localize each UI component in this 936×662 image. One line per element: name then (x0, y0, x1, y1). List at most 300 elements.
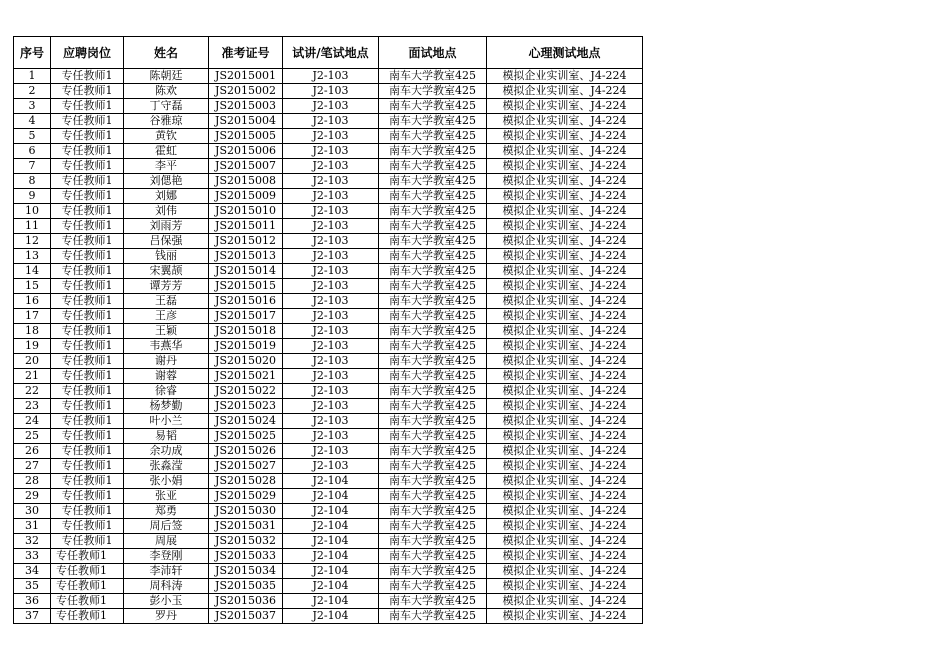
cell-exam-no[interactable]: JS2015029 (209, 489, 283, 504)
table-row (14, 369, 643, 384)
cell-name[interactable]: 霍虹 (124, 144, 209, 159)
cell-index[interactable]: 10 (14, 204, 51, 219)
cell-exam-no[interactable]: JS2015034 (209, 564, 283, 579)
cell-exam-no[interactable]: JS2015007 (209, 159, 283, 174)
cell-interview-room[interactable]: 南车大学教室425 (379, 444, 487, 459)
cell-exam-no[interactable]: JS2015035 (209, 579, 283, 594)
cell-name[interactable]: 刘雨芳 (124, 219, 209, 234)
cell-written-room[interactable]: J2-103 (283, 339, 379, 354)
table-row (14, 84, 643, 99)
cell-written-room[interactable]: J2-104 (283, 504, 379, 519)
cell-written-room[interactable]: J2-104 (283, 579, 379, 594)
cell-position[interactable]: 专任教师1 (51, 189, 124, 204)
cell-exam-no[interactable]: JS2015033 (209, 549, 283, 564)
cell-interview-room[interactable]: 南车大学教室425 (379, 354, 487, 369)
table-row (14, 474, 643, 489)
cell-exam-no[interactable]: JS2015027 (209, 459, 283, 474)
cell-exam-no[interactable]: JS2015012 (209, 234, 283, 249)
cell-psych-room[interactable]: 模拟企业实训室、J4-224 (487, 579, 643, 594)
cell-written-room[interactable]: J2-104 (283, 564, 379, 579)
cell-written-room[interactable]: J2-103 (283, 384, 379, 399)
cell-exam-no[interactable]: JS2015036 (209, 594, 283, 609)
cell-interview-room[interactable]: 南车大学教室425 (379, 279, 487, 294)
cell-interview-room[interactable]: 南车大学教室425 (379, 474, 487, 489)
cell-position[interactable]: 专任教师1 (51, 564, 124, 579)
cell-position[interactable]: 专任教师1 (51, 369, 124, 384)
cell-psych-room[interactable]: 模拟企业实训室、J4-224 (487, 384, 643, 399)
table-row (14, 594, 643, 609)
cell-index[interactable]: 15 (14, 279, 51, 294)
cell-name[interactable]: 李沛轩 (124, 564, 209, 579)
cell-psych-room[interactable]: 模拟企业实训室、J4-224 (487, 189, 643, 204)
cell-exam-no[interactable]: JS2015028 (209, 474, 283, 489)
cell-psych-room[interactable]: 模拟企业实训室、J4-224 (487, 519, 643, 534)
cell-position[interactable]: 专任教师1 (51, 114, 124, 129)
cell-index[interactable]: 18 (14, 324, 51, 339)
cell-index[interactable]: 33 (14, 549, 51, 564)
cell-interview-room[interactable]: 南车大学教室425 (379, 114, 487, 129)
cell-written-room[interactable]: J2-103 (283, 354, 379, 369)
cell-interview-room[interactable]: 南车大学教室425 (379, 144, 487, 159)
cell-index[interactable]: 32 (14, 534, 51, 549)
table-row (14, 114, 643, 129)
cell-position[interactable]: 专任教师1 (51, 579, 124, 594)
cell-psych-room[interactable]: 模拟企业实训室、J4-224 (487, 309, 643, 324)
table-row (14, 459, 643, 474)
cell-index[interactable]: 29 (14, 489, 51, 504)
cell-position[interactable]: 专任教师1 (51, 84, 124, 99)
table-row (14, 504, 643, 519)
cell-psych-room[interactable]: 模拟企业实训室、J4-224 (487, 204, 643, 219)
cell-position[interactable]: 专任教师1 (51, 294, 124, 309)
cell-psych-room[interactable]: 模拟企业实训室、J4-224 (487, 549, 643, 564)
cell-name[interactable]: 王颖 (124, 324, 209, 339)
cell-index[interactable]: 22 (14, 384, 51, 399)
cell-exam-no[interactable]: JS2015019 (209, 339, 283, 354)
table-row (14, 249, 643, 264)
cell-name[interactable]: 彭小玉 (124, 594, 209, 609)
cell-psych-room[interactable]: 模拟企业实训室、J4-224 (487, 489, 643, 504)
cell-exam-no[interactable]: JS2015013 (209, 249, 283, 264)
cell-name[interactable]: 叶小兰 (124, 414, 209, 429)
table-row (14, 69, 643, 84)
cell-name[interactable]: 吕保强 (124, 234, 209, 249)
cell-name[interactable]: 张淼滢 (124, 459, 209, 474)
table-row (14, 264, 643, 279)
cell-index[interactable]: 25 (14, 429, 51, 444)
cell-name[interactable]: 谷雅琼 (124, 114, 209, 129)
cell-interview-room[interactable]: 南车大学教室425 (379, 549, 487, 564)
cell-interview-room[interactable]: 南车大学教室425 (379, 594, 487, 609)
cell-written-room[interactable]: J2-103 (283, 264, 379, 279)
header-exam-no[interactable]: 准考证号 (209, 37, 283, 69)
header-written-room[interactable]: 试讲/笔试地点 (283, 37, 379, 69)
cell-written-room[interactable]: J2-103 (283, 414, 379, 429)
cell-exam-no[interactable]: JS2015011 (209, 219, 283, 234)
table-row (14, 129, 643, 144)
cell-interview-room[interactable]: 南车大学教室425 (379, 99, 487, 114)
cell-psych-room[interactable]: 模拟企业实训室、J4-224 (487, 459, 643, 474)
cell-exam-no[interactable]: JS2015026 (209, 444, 283, 459)
cell-exam-no[interactable]: JS2015020 (209, 354, 283, 369)
cell-interview-room[interactable]: 南车大学教室425 (379, 84, 487, 99)
cell-exam-no[interactable]: JS2015030 (209, 504, 283, 519)
cell-interview-room[interactable]: 南车大学教室425 (379, 399, 487, 414)
table-row (14, 399, 643, 414)
cell-position[interactable]: 专任教师1 (51, 429, 124, 444)
cell-exam-no[interactable]: JS2015002 (209, 84, 283, 99)
table-row (14, 534, 643, 549)
cell-index[interactable]: 16 (14, 294, 51, 309)
cell-position[interactable]: 专任教师1 (51, 249, 124, 264)
cell-position[interactable]: 专任教师1 (51, 459, 124, 474)
cell-name[interactable]: 陈朝廷 (124, 69, 209, 84)
cell-written-room[interactable]: J2-104 (283, 609, 379, 624)
cell-index[interactable]: 5 (14, 129, 51, 144)
cell-exam-no[interactable]: JS2015018 (209, 324, 283, 339)
cell-position[interactable]: 专任教师1 (51, 594, 124, 609)
cell-exam-no[interactable]: JS2015015 (209, 279, 283, 294)
cell-psych-room[interactable]: 模拟企业实训室、J4-224 (487, 69, 643, 84)
cell-interview-room[interactable]: 南车大学教室425 (379, 189, 487, 204)
cell-index[interactable]: 24 (14, 414, 51, 429)
cell-psych-room[interactable]: 模拟企业实训室、J4-224 (487, 159, 643, 174)
cell-interview-room[interactable]: 南车大学教室425 (379, 324, 487, 339)
cell-name[interactable]: 罗丹 (124, 609, 209, 624)
cell-psych-room[interactable]: 模拟企业实训室、J4-224 (487, 369, 643, 384)
cell-name[interactable]: 余功成 (124, 444, 209, 459)
cell-name[interactable]: 刘娜 (124, 189, 209, 204)
cell-index[interactable]: 20 (14, 354, 51, 369)
cell-written-room[interactable]: J2-103 (283, 399, 379, 414)
cell-interview-room[interactable]: 南车大学教室425 (379, 204, 487, 219)
cell-written-room[interactable]: J2-103 (283, 369, 379, 384)
cell-psych-room[interactable]: 模拟企业实训室、J4-224 (487, 474, 643, 489)
cell-index[interactable]: 36 (14, 594, 51, 609)
cell-exam-no[interactable]: JS2015032 (209, 534, 283, 549)
cell-exam-no[interactable]: JS2015037 (209, 609, 283, 624)
cell-position[interactable]: 专任教师1 (51, 69, 124, 84)
cell-interview-room[interactable]: 南车大学教室425 (379, 384, 487, 399)
cell-interview-room[interactable]: 南车大学教室425 (379, 519, 487, 534)
cell-written-room[interactable]: J2-103 (283, 459, 379, 474)
header-name[interactable]: 姓名 (124, 37, 209, 69)
cell-exam-no[interactable]: JS2015009 (209, 189, 283, 204)
cell-index[interactable]: 37 (14, 609, 51, 624)
cell-position[interactable]: 专任教师1 (51, 129, 124, 144)
cell-index[interactable]: 2 (14, 84, 51, 99)
cell-psych-room[interactable]: 模拟企业实训室、J4-224 (487, 279, 643, 294)
table-row (14, 339, 643, 354)
cell-psych-room[interactable]: 模拟企业实训室、J4-224 (487, 294, 643, 309)
cell-name[interactable]: 周展 (124, 534, 209, 549)
cell-position[interactable]: 专任教师1 (51, 444, 124, 459)
cell-name[interactable]: 谢蓉 (124, 369, 209, 384)
cell-name[interactable]: 周后签 (124, 519, 209, 534)
cell-name[interactable]: 刘偲艳 (124, 174, 209, 189)
cell-interview-room[interactable]: 南车大学教室425 (379, 129, 487, 144)
header-interview-room[interactable]: 面试地点 (379, 37, 487, 69)
cell-index[interactable]: 14 (14, 264, 51, 279)
cell-exam-no[interactable]: JS2015005 (209, 129, 283, 144)
cell-name[interactable]: 陈欢 (124, 84, 209, 99)
table-row (14, 144, 643, 159)
cell-name[interactable]: 宋翼颉 (124, 264, 209, 279)
cell-psych-room[interactable]: 模拟企业实训室、J4-224 (487, 114, 643, 129)
cell-psych-room[interactable]: 模拟企业实训室、J4-224 (487, 339, 643, 354)
cell-index[interactable]: 3 (14, 99, 51, 114)
cell-position[interactable]: 专任教师1 (51, 234, 124, 249)
cell-name[interactable]: 韦燕华 (124, 339, 209, 354)
cell-exam-no[interactable]: JS2015004 (209, 114, 283, 129)
cell-exam-no[interactable]: JS2015001 (209, 69, 283, 84)
cell-interview-room[interactable]: 南车大学教室425 (379, 294, 487, 309)
cell-interview-room[interactable]: 南车大学教室425 (379, 219, 487, 234)
cell-written-room[interactable]: J2-104 (283, 474, 379, 489)
table-row (14, 384, 643, 399)
cell-index[interactable]: 7 (14, 159, 51, 174)
cell-index[interactable]: 31 (14, 519, 51, 534)
cell-written-room[interactable]: J2-104 (283, 594, 379, 609)
table-row (14, 294, 643, 309)
cell-interview-room[interactable]: 南车大学教室425 (379, 174, 487, 189)
cell-psych-room[interactable]: 模拟企业实训室、J4-224 (487, 609, 643, 624)
cell-interview-room[interactable]: 南车大学教室425 (379, 579, 487, 594)
cell-interview-room[interactable]: 南车大学教室425 (379, 489, 487, 504)
cell-psych-room[interactable]: 模拟企业实训室、J4-224 (487, 354, 643, 369)
table-row (14, 309, 643, 324)
table-row (14, 549, 643, 564)
cell-index[interactable]: 4 (14, 114, 51, 129)
cell-position[interactable]: 专任教师1 (51, 309, 124, 324)
cell-index[interactable]: 26 (14, 444, 51, 459)
cell-name[interactable]: 谢丹 (124, 354, 209, 369)
cell-written-room[interactable]: J2-103 (283, 279, 379, 294)
cell-written-room[interactable]: J2-103 (283, 204, 379, 219)
cell-interview-room[interactable]: 南车大学教室425 (379, 69, 487, 84)
cell-written-room[interactable]: J2-103 (283, 429, 379, 444)
cell-interview-room[interactable]: 南车大学教室425 (379, 609, 487, 624)
cell-written-room[interactable]: J2-103 (283, 324, 379, 339)
cell-index[interactable]: 11 (14, 219, 51, 234)
cell-name[interactable]: 张小娟 (124, 474, 209, 489)
cell-exam-no[interactable]: JS2015023 (209, 399, 283, 414)
cell-index[interactable]: 19 (14, 339, 51, 354)
cell-index[interactable]: 21 (14, 369, 51, 384)
cell-index[interactable]: 12 (14, 234, 51, 249)
table-row (14, 324, 643, 339)
cell-written-room[interactable]: J2-104 (283, 534, 379, 549)
cell-written-room[interactable]: J2-103 (283, 114, 379, 129)
cell-written-room[interactable]: J2-103 (283, 309, 379, 324)
cell-exam-no[interactable]: JS2015022 (209, 384, 283, 399)
cell-name[interactable]: 杨梦勤 (124, 399, 209, 414)
cell-exam-no[interactable]: JS2015031 (209, 519, 283, 534)
cell-index[interactable]: 30 (14, 504, 51, 519)
cell-position[interactable]: 专任教师1 (51, 534, 124, 549)
cell-name[interactable]: 钱丽 (124, 249, 209, 264)
cell-position[interactable]: 专任教师1 (51, 204, 124, 219)
cell-position[interactable]: 专任教师1 (51, 99, 124, 114)
cell-position[interactable]: 专任教师1 (51, 264, 124, 279)
cell-psych-room[interactable]: 模拟企业实训室、J4-224 (487, 399, 643, 414)
cell-psych-room[interactable]: 模拟企业实训室、J4-224 (487, 174, 643, 189)
table-row (14, 219, 643, 234)
table-row (14, 189, 643, 204)
cell-exam-no[interactable]: JS2015017 (209, 309, 283, 324)
table-body (14, 69, 643, 624)
cell-exam-no[interactable]: JS2015008 (209, 174, 283, 189)
cell-psych-room[interactable]: 模拟企业实训室、J4-224 (487, 129, 643, 144)
cell-written-room[interactable]: J2-103 (283, 159, 379, 174)
cell-written-room[interactable]: J2-103 (283, 294, 379, 309)
cell-psych-room[interactable]: 模拟企业实训室、J4-224 (487, 429, 643, 444)
cell-name[interactable]: 李平 (124, 159, 209, 174)
cell-psych-room[interactable]: 模拟企业实训室、J4-224 (487, 444, 643, 459)
cell-position[interactable]: 专任教师1 (51, 159, 124, 174)
cell-position[interactable]: 专任教师1 (51, 279, 124, 294)
cell-exam-no[interactable]: JS2015021 (209, 369, 283, 384)
cell-position[interactable]: 专任教师1 (51, 414, 124, 429)
header-row (14, 37, 643, 69)
cell-position[interactable]: 专任教师1 (51, 519, 124, 534)
cell-written-room[interactable]: J2-103 (283, 189, 379, 204)
cell-name[interactable]: 王彦 (124, 309, 209, 324)
cell-written-room[interactable]: J2-103 (283, 249, 379, 264)
cell-index[interactable]: 13 (14, 249, 51, 264)
cell-written-room[interactable]: J2-104 (283, 489, 379, 504)
cell-written-room[interactable]: J2-103 (283, 69, 379, 84)
cell-interview-room[interactable]: 南车大学教室425 (379, 249, 487, 264)
table-row (14, 609, 643, 624)
cell-written-room[interactable]: J2-103 (283, 444, 379, 459)
cell-name[interactable]: 丁守磊 (124, 99, 209, 114)
cell-position[interactable]: 专任教师1 (51, 384, 124, 399)
cell-psych-room[interactable]: 模拟企业实训室、J4-224 (487, 534, 643, 549)
cell-interview-room[interactable]: 南车大学教室425 (379, 534, 487, 549)
cell-interview-room[interactable]: 南车大学教室425 (379, 339, 487, 354)
cell-name[interactable]: 徐睿 (124, 384, 209, 399)
header-index[interactable]: 序号 (14, 37, 51, 69)
cell-position[interactable]: 专任教师1 (51, 144, 124, 159)
cell-written-room[interactable]: J2-103 (283, 129, 379, 144)
table-row (14, 489, 643, 504)
cell-interview-room[interactable]: 南车大学教室425 (379, 459, 487, 474)
cell-written-room[interactable]: J2-103 (283, 144, 379, 159)
exam-arrangement-table (13, 36, 643, 624)
cell-written-room[interactable]: J2-103 (283, 99, 379, 114)
cell-index[interactable]: 6 (14, 144, 51, 159)
table-row (14, 99, 643, 114)
cell-position[interactable]: 专任教师1 (51, 474, 124, 489)
cell-interview-room[interactable]: 南车大学教室425 (379, 564, 487, 579)
cell-psych-room[interactable]: 模拟企业实训室、J4-224 (487, 234, 643, 249)
cell-psych-room[interactable]: 模拟企业实训室、J4-224 (487, 264, 643, 279)
spreadsheet-sheet (13, 36, 643, 624)
cell-index[interactable]: 17 (14, 309, 51, 324)
cell-psych-room[interactable]: 模拟企业实训室、J4-224 (487, 414, 643, 429)
cell-index[interactable]: 8 (14, 174, 51, 189)
cell-exam-no[interactable]: JS2015010 (209, 204, 283, 219)
cell-interview-room[interactable]: 南车大学教室425 (379, 429, 487, 444)
cell-exam-no[interactable]: JS2015006 (209, 144, 283, 159)
header-position[interactable]: 应聘岗位 (51, 37, 124, 69)
cell-interview-room[interactable]: 南车大学教室425 (379, 369, 487, 384)
cell-position[interactable]: 专任教师1 (51, 174, 124, 189)
table-row (14, 564, 643, 579)
cell-name[interactable]: 谭芳芳 (124, 279, 209, 294)
cell-name[interactable]: 王磊 (124, 294, 209, 309)
cell-position[interactable]: 专任教师1 (51, 609, 124, 624)
cell-written-room[interactable]: J2-103 (283, 234, 379, 249)
table-row (14, 414, 643, 429)
cell-psych-room[interactable]: 模拟企业实训室、J4-224 (487, 249, 643, 264)
cell-index[interactable]: 28 (14, 474, 51, 489)
cell-exam-no[interactable]: JS2015024 (209, 414, 283, 429)
header-psych-room[interactable]: 心理测试地点 (487, 37, 643, 69)
cell-psych-room[interactable]: 模拟企业实训室、J4-224 (487, 84, 643, 99)
cell-written-room[interactable]: J2-104 (283, 519, 379, 534)
cell-psych-room[interactable]: 模拟企业实训室、J4-224 (487, 504, 643, 519)
cell-position[interactable]: 专任教师1 (51, 354, 124, 369)
cell-name[interactable]: 黄钦 (124, 129, 209, 144)
table-row (14, 429, 643, 444)
cell-position[interactable]: 专任教师1 (51, 339, 124, 354)
cell-psych-room[interactable]: 模拟企业实训室、J4-224 (487, 564, 643, 579)
cell-exam-no[interactable]: JS2015003 (209, 99, 283, 114)
cell-index[interactable]: 27 (14, 459, 51, 474)
cell-position[interactable]: 专任教师1 (51, 324, 124, 339)
cell-position[interactable]: 专任教师1 (51, 399, 124, 414)
cell-psych-room[interactable]: 模拟企业实训室、J4-224 (487, 99, 643, 114)
cell-interview-room[interactable]: 南车大学教室425 (379, 159, 487, 174)
cell-position[interactable]: 专任教师1 (51, 504, 124, 519)
cell-interview-room[interactable]: 南车大学教室425 (379, 264, 487, 279)
cell-position[interactable]: 专任教师1 (51, 489, 124, 504)
cell-interview-room[interactable]: 南车大学教室425 (379, 504, 487, 519)
cell-index[interactable]: 35 (14, 579, 51, 594)
cell-written-room[interactable]: J2-104 (283, 549, 379, 564)
table-row (14, 354, 643, 369)
cell-name[interactable]: 张亚 (124, 489, 209, 504)
cell-psych-room[interactable]: 模拟企业实训室、J4-224 (487, 219, 643, 234)
cell-name[interactable]: 刘伟 (124, 204, 209, 219)
cell-written-room[interactable]: J2-103 (283, 174, 379, 189)
cell-psych-room[interactable]: 模拟企业实训室、J4-224 (487, 324, 643, 339)
cell-name[interactable]: 郑勇 (124, 504, 209, 519)
cell-name[interactable]: 易韬 (124, 429, 209, 444)
cell-interview-room[interactable]: 南车大学教室425 (379, 309, 487, 324)
cell-exam-no[interactable]: JS2015025 (209, 429, 283, 444)
cell-index[interactable]: 34 (14, 564, 51, 579)
cell-written-room[interactable]: J2-103 (283, 84, 379, 99)
cell-index[interactable]: 1 (14, 69, 51, 84)
cell-interview-room[interactable]: 南车大学教室425 (379, 414, 487, 429)
cell-psych-room[interactable]: 模拟企业实训室、J4-224 (487, 594, 643, 609)
table-row (14, 204, 643, 219)
cell-name[interactable]: 李登刚 (124, 549, 209, 564)
cell-exam-no[interactable]: JS2015016 (209, 294, 283, 309)
cell-name[interactable]: 周科涛 (124, 579, 209, 594)
cell-interview-room[interactable]: 南车大学教室425 (379, 234, 487, 249)
cell-exam-no[interactable]: JS2015014 (209, 264, 283, 279)
cell-index[interactable]: 9 (14, 189, 51, 204)
cell-psych-room[interactable]: 模拟企业实训室、J4-224 (487, 144, 643, 159)
cell-position[interactable]: 专任教师1 (51, 219, 124, 234)
cell-position[interactable]: 专任教师1 (51, 549, 124, 564)
cell-written-room[interactable]: J2-103 (283, 219, 379, 234)
cell-index[interactable]: 23 (14, 399, 51, 414)
